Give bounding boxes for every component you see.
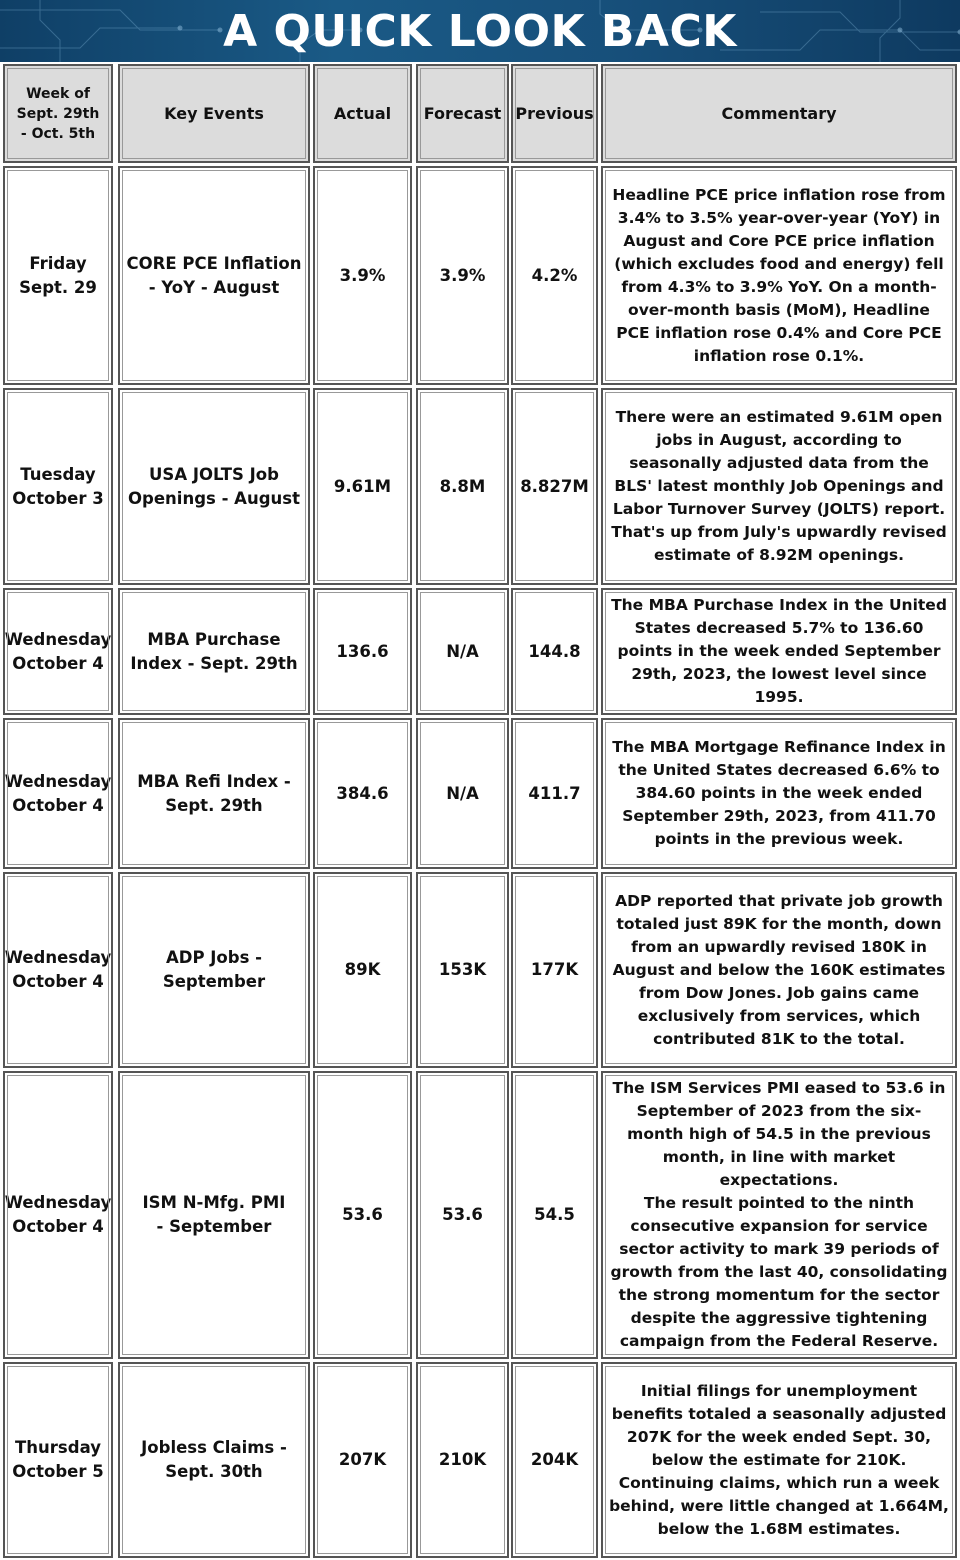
table-row-day-cell: Tuesday October 3 <box>3 388 113 585</box>
table-row-actual-cell: 136.6 <box>313 588 412 715</box>
table-row-previous-cell: 8.827M <box>511 388 598 585</box>
table-row-actual-cell: 53.6 <box>313 1071 412 1359</box>
table-row-event-cell: ADP Jobs - September <box>118 872 310 1068</box>
column-header-actual: Actual <box>313 64 412 163</box>
table-row-actual-cell: 384.6 <box>313 718 412 869</box>
table-row-forecast-cell: N/A <box>416 588 509 715</box>
table-row-commentary-cell: There were an estimated 9.61M open jobs in August, according to seasonally adjusted data from the BLS' latest monthly Job Openings and Labor Turnover Survey (JOLTS) report. That's up from July's upwardly revised estimate of 8.92M openings. <box>601 388 957 585</box>
table-row-event-cell: CORE PCE Inflation - YoY - August <box>118 166 310 385</box>
table-row-previous-cell: 4.2% <box>511 166 598 385</box>
table-row-forecast-cell: 53.6 <box>416 1071 509 1359</box>
table-row-day-cell: Thursday October 5 <box>3 1362 113 1558</box>
table-row-day-cell: Wednesday October 4 <box>3 588 113 715</box>
table-row-forecast-cell: 210K <box>416 1362 509 1558</box>
column-header-previous: Previous <box>511 64 598 163</box>
table-row-day-cell: Wednesday October 4 <box>3 1071 113 1359</box>
table-row-day-cell: Wednesday October 4 <box>3 718 113 869</box>
page-title: A QUICK LOOK BACK <box>223 6 737 57</box>
table-row-actual-cell: 9.61M <box>313 388 412 585</box>
table-row-event-cell: USA JOLTS Job Openings - August <box>118 388 310 585</box>
table-row-commentary-cell: The MBA Mortgage Refinance Index in the United States decreased 6.6% to 384.60 points in the week ended September 29th, 2023, from 411.70 points in the previous week. <box>601 718 957 869</box>
column-header-week: Week of Sept. 29th - Oct. 5th <box>3 64 113 163</box>
table-row-commentary-cell: Initial filings for unemployment benefits totaled a seasonally adjusted 207K for the week ended Sept. 30, below the estimate for 210K. Continuing claims, which run a week behind, were little changed at 1.664M, below the 1.68M estimates. <box>601 1362 957 1558</box>
column-header-key-events: Key Events <box>118 64 310 163</box>
column-header-forecast: Forecast <box>416 64 509 163</box>
table-row-event-cell: Jobless Claims - Sept. 30th <box>118 1362 310 1558</box>
table-row-event-cell: MBA Refi Index - Sept. 29th <box>118 718 310 869</box>
column-header-commentary: Commentary <box>601 64 957 163</box>
header-banner <box>0 0 960 62</box>
table-row-day-cell: Friday Sept. 29 <box>3 166 113 385</box>
table-row-commentary-cell: Headline PCE price inflation rose from 3.4% to 3.5% year-over-year (YoY) in August and Core PCE price inflation (which excludes food and energy) fell from 4.3% to 3.9% YoY. On a month-over-month basis (MoM), Headline PCE inflation rose 0.4% and Core PCE inflation rose 0.1%. <box>601 166 957 385</box>
table-row-day-cell: Wednesday October 4 <box>3 872 113 1068</box>
table-row-previous-cell: 177K <box>511 872 598 1068</box>
table-row-previous-cell: 204K <box>511 1362 598 1558</box>
table-row-event-cell: ISM N-Mfg. PMI - September <box>118 1071 310 1359</box>
table-row-forecast-cell: 8.8M <box>416 388 509 585</box>
table-row-actual-cell: 207K <box>313 1362 412 1558</box>
table-row-actual-cell: 89K <box>313 872 412 1068</box>
table-row-actual-cell: 3.9% <box>313 166 412 385</box>
table-row-event-cell: MBA Purchase Index - Sept. 29th <box>118 588 310 715</box>
table-row-previous-cell: 144.8 <box>511 588 598 715</box>
table-row-forecast-cell: 3.9% <box>416 166 509 385</box>
table-row-previous-cell: 54.5 <box>511 1071 598 1359</box>
table-row-forecast-cell: 153K <box>416 872 509 1068</box>
table-row-commentary-cell: The MBA Purchase Index in the United States decreased 5.7% to 136.60 points in the week ended September 29th, 2023, the lowest level since 1995. <box>601 588 957 715</box>
table-row-commentary-cell: The ISM Services PMI eased to 53.6 in September of 2023 from the six-month high of 54.5 in the previous month, in line with market expectations. The result pointed to the ninth consecutive expansion for service sector activity to mark 39 periods of growth from the last 40, consolidating the strong momentum for the sector despite the aggressive tightening campaign from the Federal Reserve. <box>601 1071 957 1359</box>
table-row-forecast-cell: N/A <box>416 718 509 869</box>
table-row-previous-cell: 411.7 <box>511 718 598 869</box>
table-row-commentary-cell: ADP reported that private job growth totaled just 89K for the month, down from an upwardly revised 180K in August and below the 160K estimates from Dow Jones. Job gains came exclusively from services, which contributed 81K to the total. <box>601 872 957 1068</box>
